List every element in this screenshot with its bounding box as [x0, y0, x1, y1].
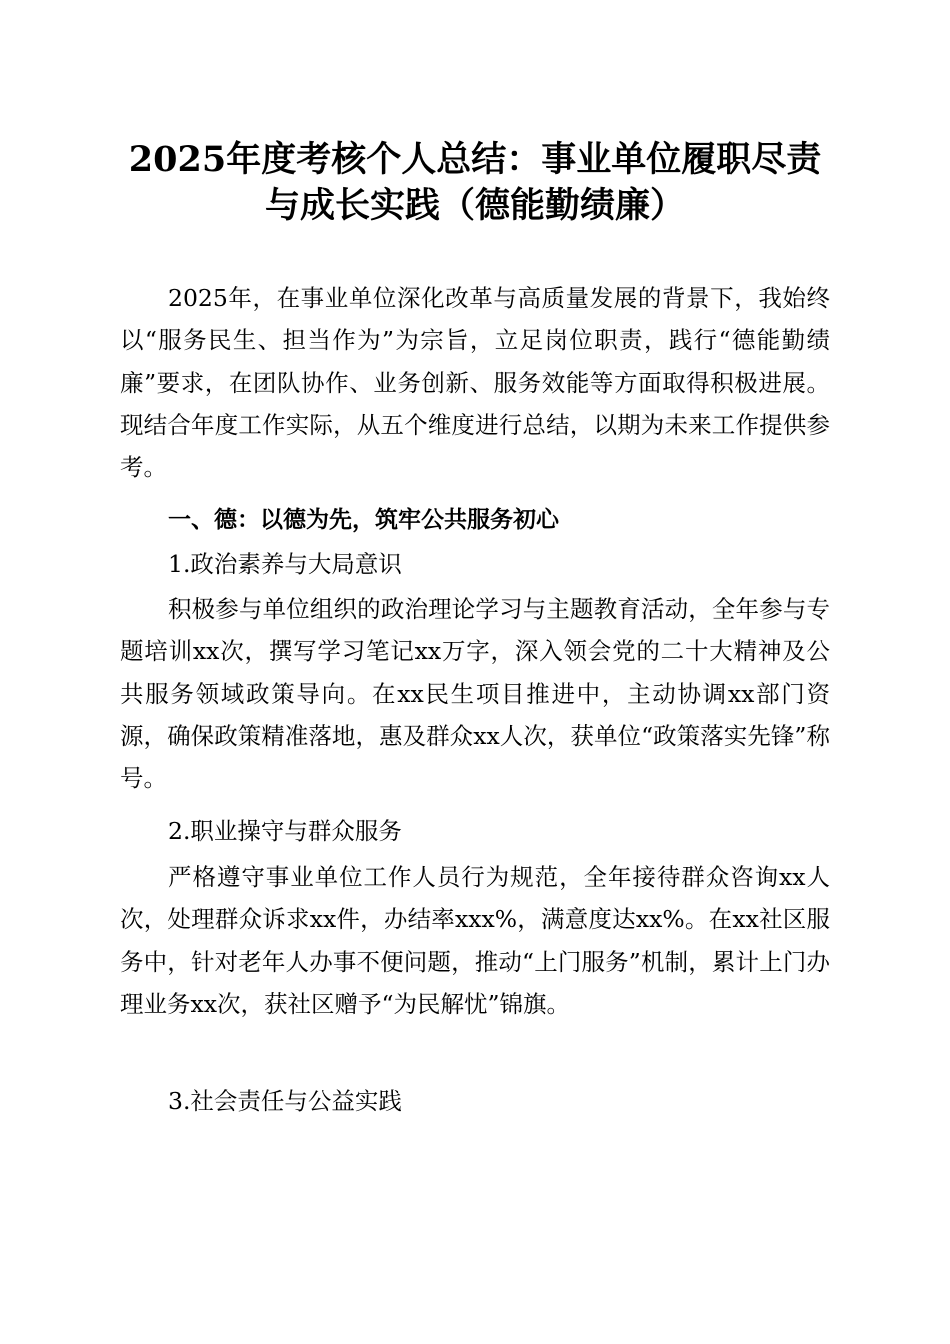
subheading-political-literacy: 1.政治素养与大局意识: [168, 550, 402, 578]
document-title-line-2: 与成长实践（德能勤绩廉）: [264, 185, 685, 226]
section-heading-de: 一、德：以德为先，筑牢公共服务初心: [168, 507, 559, 533]
intro-paragraph: 2025年，在事业单位深化改革与高质量发展的背景下，我始终以“服务民生、担当作为”为宗旨，立足岗位职责，践行“德能勤绩廉”要求，在团队协作、业务创新、服务效能等方面取得积极进展。现结合年度工作实际，从五个维度进行总结，以期为未来工作提供参考。: [120, 284, 830, 482]
subheading-social-responsibility: 3.社会责任与公益实践: [168, 1087, 402, 1115]
document-title-line-1: 2025年度考核个人总结：事业单位履职尽责: [128, 139, 822, 180]
subheading-professional-ethics: 2.职业操守与群众服务: [168, 817, 402, 845]
paragraph-political-literacy: 积极参与单位组织的政治理论学习与主题教育活动，全年参与专题培训xx次，撰写学习笔记xx万字，深入领会党的二十大精神及公共服务领域政策导向。在xx民生项目推进中，主动协调xx部门资源，确保政策精准落地，惠及群众xx人次，获单位“政策落实先锋”称号。: [120, 595, 830, 793]
paragraph-professional-ethics: 严格遵守事业单位工作人员行为规范，全年接待群众咨询xx人次，处理群众诉求xx件，办结率xxx%，满意度达xx%。在xx社区服务中，针对老年人办事不便问题，推动“上门服务”机制，累计上门办理业务xx次，获社区赠予“为民解忧”锦旗。: [120, 863, 830, 1018]
